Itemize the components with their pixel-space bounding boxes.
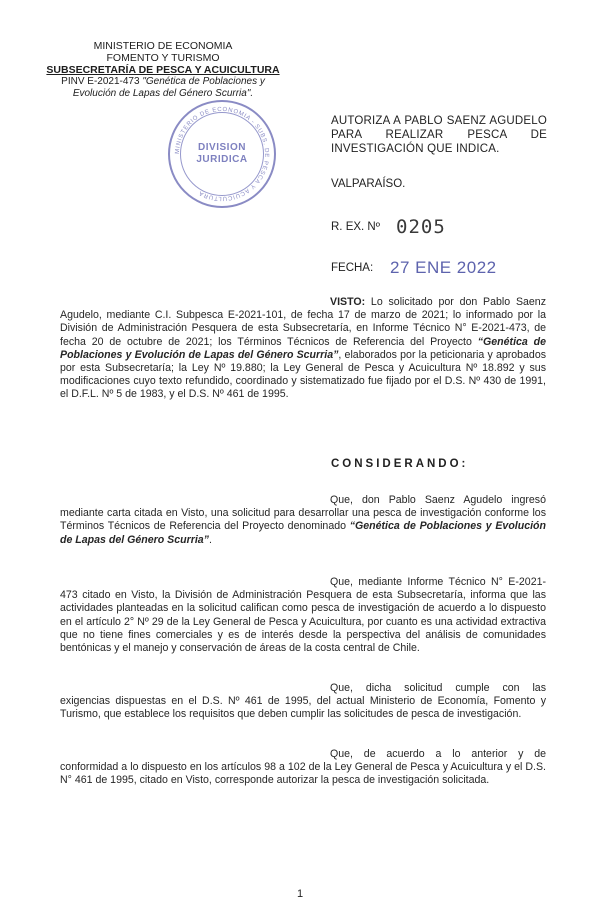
paragraph-text: Que, de acuerdo a lo anterior y de conformidad a lo dispuesto en los artículos 98 a 102 de la Ley General de Pesca y Acuicultura y el D.S. N° 461 de 1995, citado en Visto, corresponde autorizar la pesca de investigación solicitada.: [60, 748, 546, 787]
visto-text2: , elaborados por la peticionaria y aprobados por esta Subsecretaría; la Ley Nº 19.880; la Ley General de Pesca y Acuicultura Nº 18.892 y sus modificaciones cuyo texto refundido, coordinado y sistematizado fue fijado por el D.S. Nº 430 de 1991, el D.F.L. Nº 5 de 1983, y el D.S. Nº 461 de 1995.: [60, 348, 547, 401]
paragraph-project: “Genética de Poblaciones y Evolución de Lapas del Género Scurria”: [60, 520, 546, 546]
subsecretaria-line: SUBSECRETARÍA DE PESCA Y ACUICULTURA: [46, 64, 280, 76]
resolution-number: 0205: [396, 216, 446, 238]
stamp-line2: JURIDICA: [196, 154, 248, 165]
paragraph-text: Que, dicha solicitud cumple con las exigencias dispuestas en el D.S. Nº 461 de 1995, del actual Ministerio de Economía, Fomento y Turismo, que establece los requisitos que deben cumplir las solicitudes de pesca de investigación.: [60, 682, 546, 721]
paragraph-text-end: .: [208, 533, 212, 546]
visto-paragraph: [60, 296, 546, 402]
ministry-line: MINISTERIO DE ECONOMIA: [93, 40, 233, 52]
considerando-paragraph-1: [60, 494, 546, 547]
date-stamp: 27 ENE 2022: [390, 258, 497, 277]
visto-lead: VISTO:: [330, 296, 366, 308]
division-juridica-stamp: [168, 100, 276, 208]
paragraph-text: Que, mediante Informe Técnico N° E-2021-473 citado en Visto, la División de Administración Pesquera de esta Subsecretaría, informa que las actividades planteadas en la solicitud califican como pesca de investigación de acuerdo a lo dispuesto en el artículo 2° Nº 29 de la Ley General de Pesca y Acuicultura, por cuanto es una actividad extractiva que no tiene fines comerciales y es de interés desde la perspectiva del análisis de comunidades bentónicas y el manejo y conservación de áreas de la costa central de Chile.: [60, 576, 546, 655]
stamp-text: [170, 142, 274, 166]
stamp-line1: DIVISION: [198, 142, 246, 153]
ministry-subline: FOMENTO Y TURISMO: [106, 52, 220, 64]
considerando-paragraph-2: [60, 576, 546, 655]
city-line: VALPARAÍSO.: [331, 178, 406, 190]
project-title-line2: [28, 88, 298, 100]
project-code: PINV E-2021-473: [61, 76, 143, 87]
visto-text1: Lo solicitado por don Pablo Saenz Agudelo, mediante C.I. Subpesca E-2021-101, de fecha 17 de marzo de 2021; lo informado por la División de Administración Pesquera de esta Subsecretaría, en Informe Técnico N° E-2021-473, de fecha 20 de octubre de 2021; los Términos Técnicos de Referencia del Proyecto: [60, 296, 546, 348]
considerando-heading: CONSIDERANDO:: [331, 458, 469, 470]
project-title-part2: Evolución de Lapas del Género Scurria".: [72, 88, 254, 99]
project-title-part1: "Genética de Poblaciones y: [142, 76, 265, 87]
considerando-paragraph-3: [60, 682, 546, 722]
visto-project: “Genética de Poblaciones y Evolución de Lapas del Género Scurria”: [60, 335, 547, 361]
resolution-title: AUTORIZA A PABLO SAENZ AGUDELO PARA REALIZAR PESCA DE INVESTIGACIÓN QUE INDICA.: [331, 115, 547, 155]
considerando-paragraph-4: [60, 748, 546, 788]
date-label: FECHA:: [331, 262, 374, 274]
paragraph-text: Que, don Pablo Saenz Agudelo ingresó mediante carta citada en Visto, una solicitud para desarrollar una pesca de investigación conforme los Términos Técnicos de Referencia del Proyecto denominado: [60, 494, 546, 533]
resolution-number-label: R. EX. Nº: [331, 221, 380, 233]
stamp-ring-text: MINISTERIO DE ECONOMIA - SUBS. DE PESCA Y ACUICULTURA: [174, 106, 270, 202]
page-number: 1: [296, 888, 304, 900]
project-code-line: [28, 76, 298, 88]
ministry-header: [28, 40, 298, 100]
